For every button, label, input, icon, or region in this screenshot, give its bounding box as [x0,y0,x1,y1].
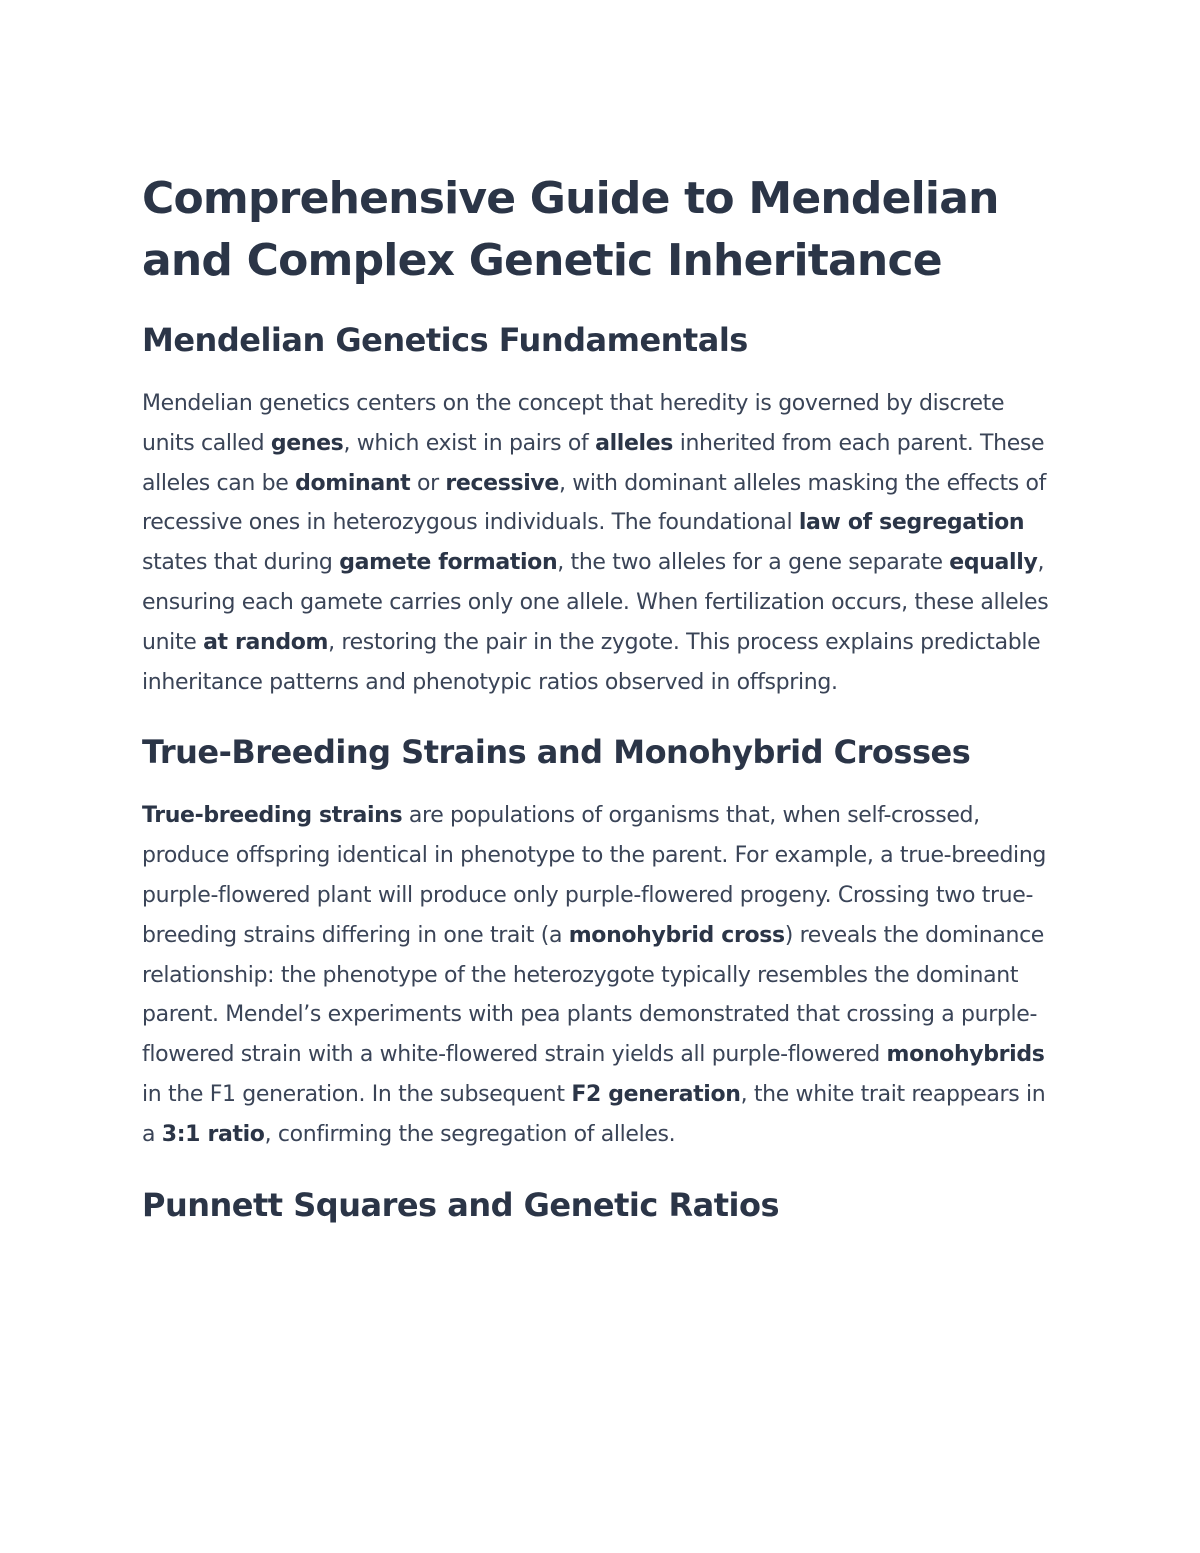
text-run: , the two alleles for a gene separate [557,550,950,576]
bold-term: F2 generation [571,1081,741,1107]
bold-term: equally [949,550,1038,576]
section-paragraph-true-breeding [142,796,1062,1154]
text-run: , ensuring each gamete carries only one allele. When fertilization occurs, these alleles unite [142,550,1049,655]
section-heading-mendelian-fundamentals: Mendelian Genetics Fundamentals [142,321,748,359]
text-run: , which exist in pairs of [343,430,596,456]
bold-term: at random [203,629,329,655]
text-run: , confirming the segregation of alleles. [264,1121,676,1147]
text-run: , the white trait reappears in a [142,1081,1046,1147]
bold-term: monohybrid cross [568,922,785,948]
bold-term: True-breeding strains [142,803,403,829]
text-run: inherited from each parent. These alleles can be [142,430,1045,496]
text-run: or [410,470,446,496]
bold-term: law of segregation [798,510,1025,536]
section-paragraph-mendelian-fundamentals [142,384,1062,702]
text-run: in the F1 generation. In the subsequent [142,1081,572,1107]
bold-term: dominant [295,470,411,496]
document-page [142,168,1062,1249]
text-run: , with dominant alleles masking the effects of recessive ones in heterozygous individuals. The foundational [142,470,1047,536]
text-run: states that during [142,550,340,576]
bold-term: genes [270,430,344,456]
document-title: Comprehensive Guide to Mendelian and Complex Genetic Inheritance [142,173,999,286]
text-run: are populations of organisms that, when self-crossed, produce offspring identical in phenotype to the parent. For example, a true-breeding purple-flowered plant will produce only purple-flowered progeny. Crossing two true-breeding strains differing in one trait (a [142,803,1047,948]
text-run: , restoring the pair in the zygote. This process explains predictable inheritance patterns and phenotypic ratios observed in offspring. [142,629,1041,695]
text-run: Mendelian genetics centers on the concept that heredity is governed by discrete units called [142,391,1005,456]
text-run: ) reveals the dominance relationship: the phenotype of the heterozygote typically resembles the dominant parent. Mendel’s experiments with pea plants demonstrated that crossing a purple-flowered strain with a white-flowered strain yields all purple-flowered [142,922,1044,1068]
bold-term: monohybrids [886,1042,1045,1068]
bold-term: gamete formation [339,550,558,576]
section-heading-true-breeding: True-Breeding Strains and Monohybrid Crosses [142,733,971,772]
bold-term: alleles [595,430,674,456]
section-heading-punnett-squares: Punnett Squares and Genetic Ratios [142,1185,780,1224]
bold-term: recessive [445,470,559,496]
bold-term: 3:1 ratio [161,1121,265,1147]
